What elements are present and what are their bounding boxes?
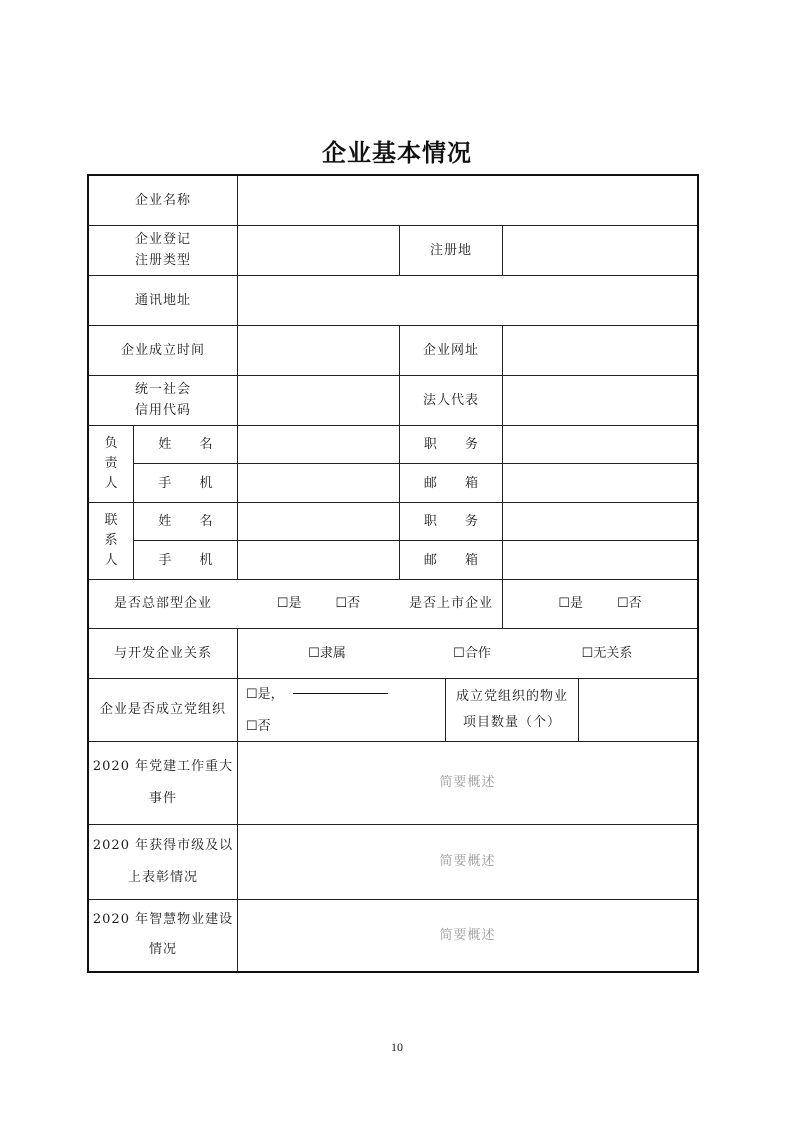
charge-email-field[interactable] <box>503 464 697 502</box>
relation-cooperation-checkbox[interactable]: ☐合作 <box>453 645 491 661</box>
summary-hint: 简要概述 <box>439 775 496 790</box>
honors-label: 2020 年获得市级及以 上表彰情况 <box>92 837 234 885</box>
contact-title-label: 职 务 <box>423 513 491 529</box>
legal-rep-field[interactable] <box>503 375 697 425</box>
address-field[interactable] <box>238 275 697 325</box>
headquarters-options <box>238 579 399 628</box>
party-building-events-label: 2020 年党建工作重大 事件 <box>92 758 234 806</box>
smart-property-field[interactable] <box>238 899 697 971</box>
party-org-yes-checkbox[interactable]: ☐是， <box>246 686 284 702</box>
website-label: 企业网址 <box>422 342 479 358</box>
contact-email-field[interactable] <box>503 541 697 579</box>
headquarters-yes-checkbox[interactable]: ☐是 <box>276 596 302 611</box>
listed-no-checkbox[interactable]: ☐否 <box>617 596 642 611</box>
smart-property-label: 2020 年智慧物业建设 情况 <box>92 912 234 957</box>
credit-code-label: 统一社会 信用代码 <box>134 382 191 418</box>
party-projects-field[interactable] <box>579 678 697 741</box>
contact-email-label: 邮 箱 <box>423 552 491 568</box>
party-org-label: 企业是否成立党组织 <box>99 702 226 717</box>
website-field[interactable] <box>503 325 697 375</box>
charge-name-label: 姓 名 <box>158 436 225 452</box>
address-label: 通讯地址 <box>134 292 191 308</box>
company-name-field[interactable] <box>238 176 697 225</box>
party-org-name-line[interactable] <box>293 693 388 694</box>
company-name-label: 企业名称 <box>134 193 191 208</box>
headquarters-no-checkbox[interactable]: ☐否 <box>335 596 361 611</box>
registration-place-label: 注册地 <box>429 242 472 258</box>
page-number: 10 <box>391 1040 403 1054</box>
party-org-no-checkbox[interactable]: ☐否 <box>246 718 271 734</box>
party-building-events-field[interactable] <box>238 741 697 824</box>
registration-type-field[interactable] <box>238 225 399 275</box>
charge-phone-label: 手 机 <box>158 475 225 491</box>
relation-subsidiary-checkbox[interactable]: ☐隶属 <box>308 645 346 661</box>
relation-none-checkbox[interactable]: ☐无关系 <box>581 645 633 661</box>
registration-place-field[interactable] <box>503 225 697 275</box>
charge-phone-field[interactable] <box>238 464 399 502</box>
listed-label: 是否上市企业 <box>408 596 493 611</box>
credit-code-field[interactable] <box>238 375 399 425</box>
page-title: 企业基本情况 <box>322 139 472 167</box>
person-in-charge-group-label: 负 责 人 <box>104 435 118 491</box>
summary-hint: 简要概述 <box>439 854 496 869</box>
summary-hint: 简要概述 <box>439 927 496 943</box>
listed-yes-checkbox[interactable]: ☐是 <box>558 596 583 611</box>
charge-name-field[interactable] <box>238 425 399 463</box>
contact-phone-field[interactable] <box>238 541 399 579</box>
founded-date-label: 企业成立时间 <box>120 342 205 358</box>
contact-name-field[interactable] <box>238 502 399 540</box>
registration-type-label: 企业登记 注册类型 <box>134 232 191 268</box>
listed-options <box>503 579 697 628</box>
party-projects-label: 成立党组织的物业 项目数量（个） <box>455 688 568 730</box>
contact-person-group-label: 联 系 人 <box>104 512 118 568</box>
developer-relation-label: 与开发企业关系 <box>113 645 212 661</box>
founded-date-field[interactable] <box>238 325 399 375</box>
contact-name-label: 姓 名 <box>158 513 225 529</box>
headquarters-label: 是否总部型企业 <box>113 596 212 611</box>
company-info-form <box>87 174 699 973</box>
contact-title-field[interactable] <box>503 502 697 540</box>
contact-phone-label: 手 机 <box>158 552 225 568</box>
honors-field[interactable] <box>238 824 697 899</box>
charge-email-label: 邮 箱 <box>423 475 491 491</box>
legal-rep-label: 法人代表 <box>422 392 479 408</box>
charge-title-label: 职 务 <box>423 436 491 452</box>
charge-title-field[interactable] <box>503 425 697 463</box>
